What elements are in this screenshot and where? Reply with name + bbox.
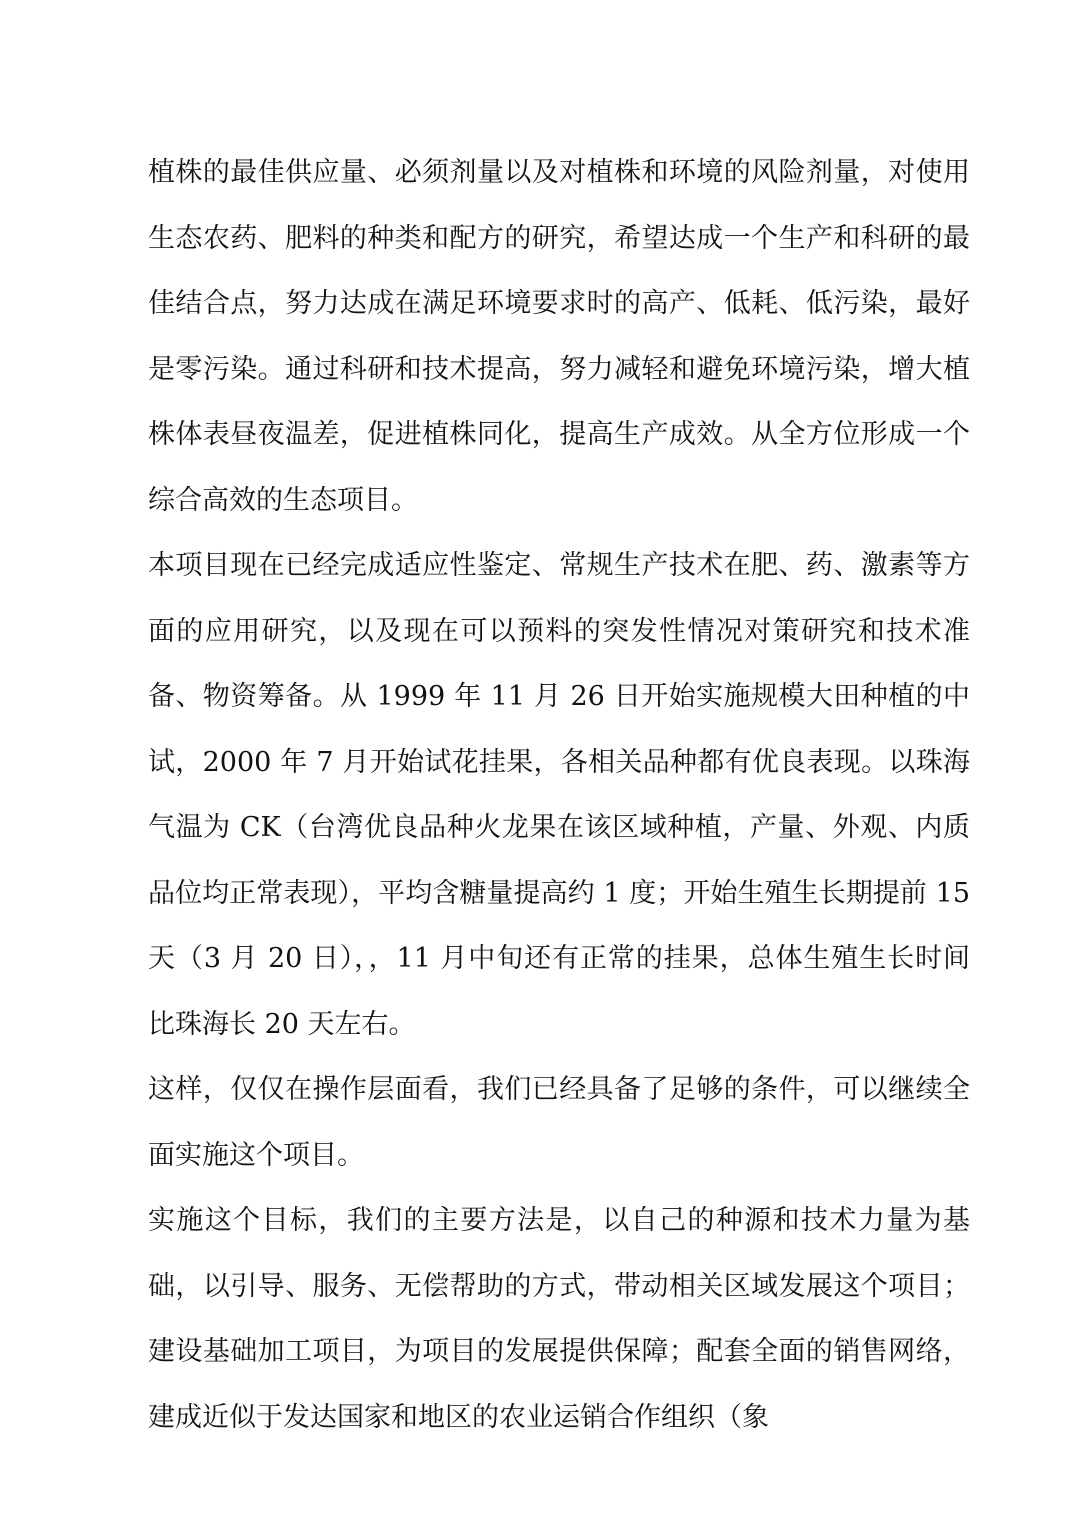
body-text [148,140,970,1450]
paragraph: 这样，仅仅在操作层面看，我们已经具备了足够的条件，可以继续全面实施这个项目。 [148,1074,970,1171]
paragraph: 本项目现在已经完成适应性鉴定、常规生产技术在肥、药、激素等方面的应用研究，以及现在可以预料的突发性情况对策研究和技术准备、物资筹备。从 1999 年 11 月 26 日开始实施规模大田种植的中试，2000 年 7 月开始试花挂果，各相关品种都有优良表现。以珠海气温为 CK（台湾优良品种火龙果在该区域种植，产量、外观、内质品位均正常表现），平均含糖量提高约 1 度；开始生殖生长期提前 15 天（3 月 20 日），，11 月中旬还有正常的挂果，总体生殖生长时间比珠海长 20 天左右。 [148,550,970,1040]
paragraph: 植株的最佳供应量、必须剂量以及对植株和环境的风险剂量，对使用生态农药、肥料的种类和配方的研究，希望达成一个生产和科研的最佳结合点，努力达成在满足环境要求时的高产、低耗、低污染，最好是零污染。通过科研和技术提高，努力减轻和避免环境污染，增大植株体表昼夜温差，促进植株同化，提高生产成效。从全方位形成一个综合高效的生态项目。 [148,157,970,516]
paragraph: 实施这个目标，我们的主要方法是，以自己的种源和技术力量为基础，以引导、服务、无偿帮助的方式，带动相关区域发展这个项目；建设基础加工项目，为项目的发展提供保障；配套全面的销售网络，建成近似于发达国家和地区的农业运销合作组织（象 [148,1205,970,1433]
